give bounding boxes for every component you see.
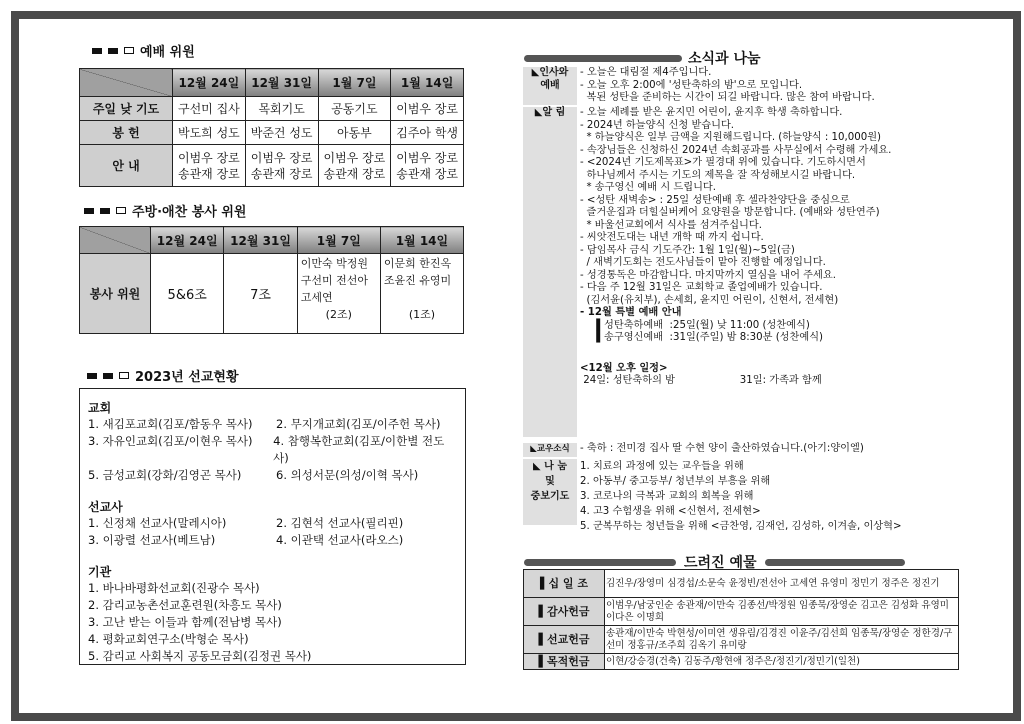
list-item: 1. 새김포교회(김포/함동우 목사) 2. 무지개교회(김포/이주헌 목사) bbox=[88, 417, 441, 431]
offerings-table bbox=[523, 569, 959, 670]
churches-title: 교회 bbox=[88, 401, 112, 415]
heading-bar bbox=[524, 55, 682, 62]
cell: 이범우 장로 송관재 장로 bbox=[318, 145, 391, 187]
section-body: - 오늘 세례를 받은 윤지민 어린이, 윤지후 학생 축하합니다. - 2024년 하늘양식 신청 받습니다. * 하늘양식은 일부 금액을 지원해드립니다. (하늘양식 : 10,000원) - 속장님들은 신청하신 2024년 속회공과를 사무실에서 수령해 가세요. - <2024년 기도제목표>가 필경대 위에 있습니다. 기도하시면서 하나님께서 주시는 기도의 제목을 잘 작성해보시길 바랍니다. * 송구영신 예배 시 드립니다. - <성탄 새벽송> : 25일 성탄예배 후 셀라찬양단을 중심으로 즐거운집과 더힐실버케어 요양원을 방문합니다. (예배와 성탄연주) * 바울선교회에서 식사를 섬겨주십니다. - 씨앗전도대는 내년 개학 때 까지 쉽니다. - 담임목사 금식 기도주간: 1월 1일(월)~5일(금) / 새벽기도회는 전도사님들이 맡아 진행할 예정입니다. - 성경통독은 마감합니다. 마지막까지 열심을 내어 주세요. - 다음 주 12월 31일은 교회학교 졸업예배가 있습니다. (김서윤(유치부), 손세희, 윤지민 어린이, 신현서, 전세현) - 12월 특별 예배 안내 ▌성탄축하예배 :25일(월) 낮 11:00 (성찬예식) ▌송구영신예배 :31일(주일) 밤 8:30분 (성찬예식) <12월 오후 일정> 24일: 성탄축하의 밤 31일: 가족과 함께 bbox=[580, 107, 892, 386]
offering-names: 송관재/이만숙 박현성/이미연 생유림/김경진 이윤주/김선희 임종묵/장영순 정한경/구선미 정홍규/조주희 김옥기 유미랑 bbox=[605, 626, 959, 654]
cell: 이문희 한진옥 조윤진 유영미 (1조) bbox=[380, 254, 463, 334]
cell: 구선미 집사 bbox=[173, 97, 246, 121]
offering-names: 이현/강승경(건축) 김동주/황현애 정주은/정진기/정민기(일천) bbox=[605, 654, 959, 670]
mission-heading: 2023년 선교현황 bbox=[87, 366, 239, 385]
list-item: 1. 바나바평화선교회(진광수 목사) bbox=[88, 581, 260, 595]
list-item: 3. 이광렬 선교사(베트남) 4. 이관택 선교사(라오스) bbox=[88, 533, 404, 547]
cell: 공동기도 bbox=[318, 97, 391, 121]
date-header: 1월 7일 bbox=[318, 69, 391, 97]
list-item: 2. 감리교농촌선교훈련원(차흥도 목사) bbox=[88, 598, 282, 612]
offering-label: ▌목적헌금 bbox=[524, 654, 605, 670]
date-header: 1월 14일 bbox=[380, 227, 463, 254]
news-heading: 소식과 나눔 bbox=[524, 48, 761, 68]
cell: 김주아 학생 bbox=[391, 121, 464, 145]
news-section bbox=[523, 459, 959, 534]
offering-label: ▌선교헌금 bbox=[524, 626, 605, 654]
kitchen-heading: 주방·애찬 봉사 위원 bbox=[84, 201, 246, 220]
kitchen-table bbox=[79, 226, 464, 334]
section-label: ◣교우소식 bbox=[523, 443, 577, 457]
list-item: 5. 금성교회(강화/김영곤 목사) 6. 의성서문(의성/이혁 목사) bbox=[88, 468, 419, 482]
row-label: 안 내 bbox=[80, 145, 173, 187]
cell: 박도희 성도 bbox=[173, 121, 246, 145]
offerings-heading: 드려진 예물 bbox=[524, 552, 905, 572]
section-body: 1. 치료의 과정에 있는 교우들을 위해 2. 아동부/ 중고등부/ 청년부의 부흥을 위해 3. 코로나의 극복과 교회의 회복을 위해 4. 고3 수험생을 위해 <신현서, 전세현> 5. 군복무하는 청년들을 위해 <금찬영, 김재언, 김성하, 이겨솔, 이상혁> bbox=[580, 461, 902, 532]
date-header: 12월 31일 bbox=[245, 69, 318, 97]
section-body: - 축하 : 전미경 집사 딸 수현 양이 출산하였습니다.(아기:양이엘) bbox=[580, 443, 864, 454]
row-label: 주일 낮 기도 bbox=[80, 97, 173, 121]
missionaries-title: 선교사 bbox=[88, 500, 123, 514]
date-header: 12월 24일 bbox=[151, 227, 224, 254]
section-body: - 오늘은 대림절 제4주입니다. - 오늘 오후 2:00에 '성탄축하의 밤'으로 모입니다. 복된 성탄을 준비하는 시간이 되길 바랍니다. 많은 참여 바랍니다. bbox=[580, 67, 875, 103]
news-section bbox=[523, 67, 959, 105]
table-corner bbox=[80, 69, 173, 97]
news-section bbox=[523, 443, 959, 457]
worship-table bbox=[79, 68, 464, 187]
list-item: 4. 평화교회연구소(박형순 목사) bbox=[88, 632, 249, 646]
cell: 아동부 bbox=[318, 121, 391, 145]
section-label: ◣ 나 눔 및 중보기도 bbox=[523, 459, 577, 525]
news-panel bbox=[523, 67, 959, 534]
section-label: ◣알 림 bbox=[523, 107, 577, 437]
list-item: 5. 감리교 사회복지 공동모금회(김정권 목사) bbox=[88, 649, 312, 663]
heading-bar bbox=[765, 559, 905, 566]
table-corner bbox=[80, 227, 151, 254]
offering-label: ▌십 일 조 bbox=[524, 570, 605, 598]
offering-names: 이범우/남궁인순 송관재/이만숙 김종선/박정원 임종묵/장영순 김고은 김성화 유영미 이다은 이명희 bbox=[605, 598, 959, 626]
list-item: 3. 자유인교회(김포/이현우 목사) 4. 참행복한교회(김포/이한별 전도사) bbox=[88, 434, 445, 465]
cell: 5&6조 bbox=[151, 254, 224, 334]
worship-heading: 예배 위원 bbox=[92, 41, 195, 60]
mission-box bbox=[79, 388, 466, 665]
news-section bbox=[523, 107, 959, 437]
list-item: 1. 신정채 선교사(말레시아) 2. 김현석 선교사(필리핀) bbox=[88, 516, 404, 530]
row-label: 봉 헌 bbox=[80, 121, 173, 145]
cell: 목회기도 bbox=[245, 97, 318, 121]
date-header: 1월 14일 bbox=[391, 69, 464, 97]
date-header: 12월 31일 bbox=[224, 227, 297, 254]
cell: 박준건 성도 bbox=[245, 121, 318, 145]
orgs-title: 기관 bbox=[88, 565, 112, 579]
cell: 이만숙 박정원 구선미 전선아 고세연 (2조) bbox=[297, 254, 380, 334]
cell: 이범우 장로 송관재 장로 bbox=[391, 145, 464, 187]
list-item: 3. 고난 받는 이들과 함께(전남병 목사) bbox=[88, 615, 282, 629]
cell: 이범우 장로 bbox=[391, 97, 464, 121]
cell: 이범우 장로 송관재 장로 bbox=[245, 145, 318, 187]
cell: 7조 bbox=[224, 254, 297, 334]
section-label: ◣인사와 예배 bbox=[523, 67, 577, 105]
cell: 이범우 장로 송관재 장로 bbox=[173, 145, 246, 187]
row-label: 봉사 위원 bbox=[80, 254, 151, 334]
date-header: 1월 7일 bbox=[297, 227, 380, 254]
date-header: 12월 24일 bbox=[173, 69, 246, 97]
offering-label: ▌감사헌금 bbox=[524, 598, 605, 626]
heading-bar bbox=[524, 559, 676, 566]
offering-names: 김진우/장영미 심경섭/소문숙 윤정빈/전선아 고세연 유영미 정민기 정주은 정진기 bbox=[605, 570, 959, 598]
